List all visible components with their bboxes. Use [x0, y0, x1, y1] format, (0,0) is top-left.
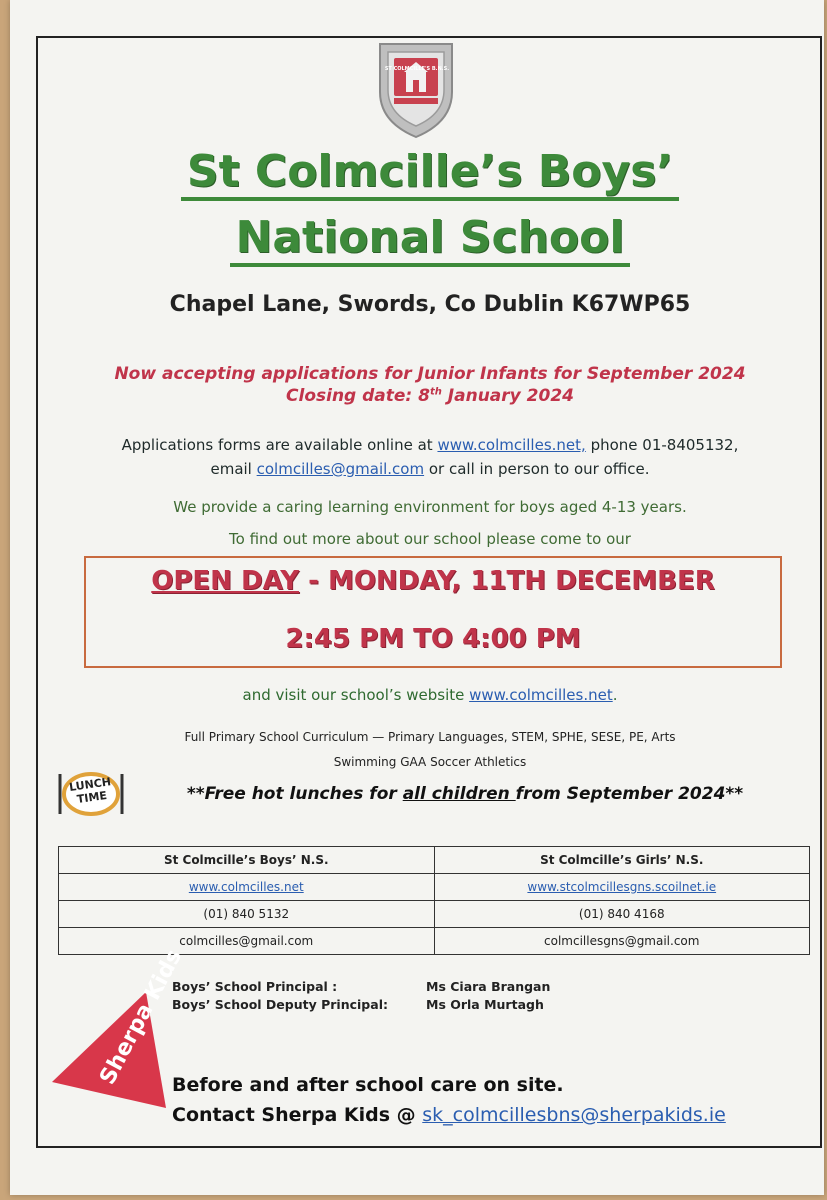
school-crest-icon [376, 40, 456, 140]
girls-phone: (01) 840 4168 [434, 901, 810, 928]
sherpa-contact-line: Contact Sherpa Kids @ sk_colmcillesbns@sherpakids.ie [172, 1104, 726, 1126]
visit-website-link[interactable]: www.colmcilles.net [469, 686, 613, 704]
table-row [59, 874, 810, 901]
boys-phone: (01) 840 5132 [59, 901, 435, 928]
website-link[interactable]: www.colmcilles.net, [437, 436, 586, 454]
boys-website-link[interactable]: www.colmcilles.net [188, 880, 304, 894]
open-day-date: OPEN DAY - MONDAY, 11TH DECEMBER [151, 566, 715, 596]
closing-date: Closing date: 8th January 2024 [286, 386, 574, 406]
curriculum-line1: Full Primary School Curriculum — Primary Languages, STEM, SPHE, SESE, PE, Arts [184, 730, 676, 744]
table-row [59, 901, 810, 928]
contacts-table [58, 846, 810, 955]
open-day-time: 2:45 PM TO 4:00 PM [285, 624, 581, 654]
open-day-box [84, 556, 782, 668]
free-lunch-text: **Free hot lunches for all children from September 2024** [186, 784, 744, 804]
crest-text: ST COLMCILLE'S B.N.S. [384, 66, 450, 72]
sherpa-kids-logo-icon [50, 945, 188, 1120]
email-link[interactable]: colmcilles@gmail.com [256, 460, 425, 478]
admissions-announcement: Now accepting applications for Junior Infants for September 2024 [114, 364, 746, 384]
boys-school-name: St Colmcille’s Boys’ N.S. [59, 847, 435, 874]
girls-school-name: St Colmcille’s Girls’ N.S. [434, 847, 810, 874]
principal-names: Ms Ciara Brangan Ms Orla Murtagh [426, 979, 551, 1012]
applications-line1: Applications forms are available online at www.colmcilles.net, phone 01-8405132, [121, 436, 739, 454]
sherpa-care-line: Before and after school care on site. [172, 1074, 564, 1096]
applications-line2: email colmcilles@gmail.com or call in person to our office. [210, 460, 650, 478]
find-out-text: To find out more about our school please come to our [229, 530, 631, 548]
principal-labels: Boys’ School Principal : Boys’ School Deputy Principal: [172, 979, 388, 1012]
lunch-logo-text: LUNCH TIME [68, 775, 112, 806]
curriculum-line2: Swimming GAA Soccer Athletics [333, 755, 527, 769]
sherpa-kids-info [172, 1070, 726, 1130]
sherpa-email-link[interactable]: sk_colmcillesbns@sherpakids.ie [422, 1104, 726, 1126]
boys-email: colmcilles@gmail.com [59, 928, 435, 955]
school-title-line1: St Colmcille’s Boys’ [40, 146, 820, 198]
girls-email: colmcillesgns@gmail.com [434, 928, 810, 955]
table-row [59, 847, 810, 874]
girls-website-link[interactable]: www.stcolmcillesgns.scoilnet.ie [527, 880, 717, 894]
school-title-line2: National School [40, 212, 820, 264]
visit-website-line: and visit our school’s website www.colmcilles.net. [242, 686, 618, 704]
school-address: Chapel Lane, Swords, Co Dublin K67WP65 [169, 292, 691, 317]
svg-text:Sherpa Kids: Sherpa Kids [95, 945, 188, 1089]
caring-statement: We provide a caring learning environment for boys aged 4-13 years. [173, 498, 687, 516]
